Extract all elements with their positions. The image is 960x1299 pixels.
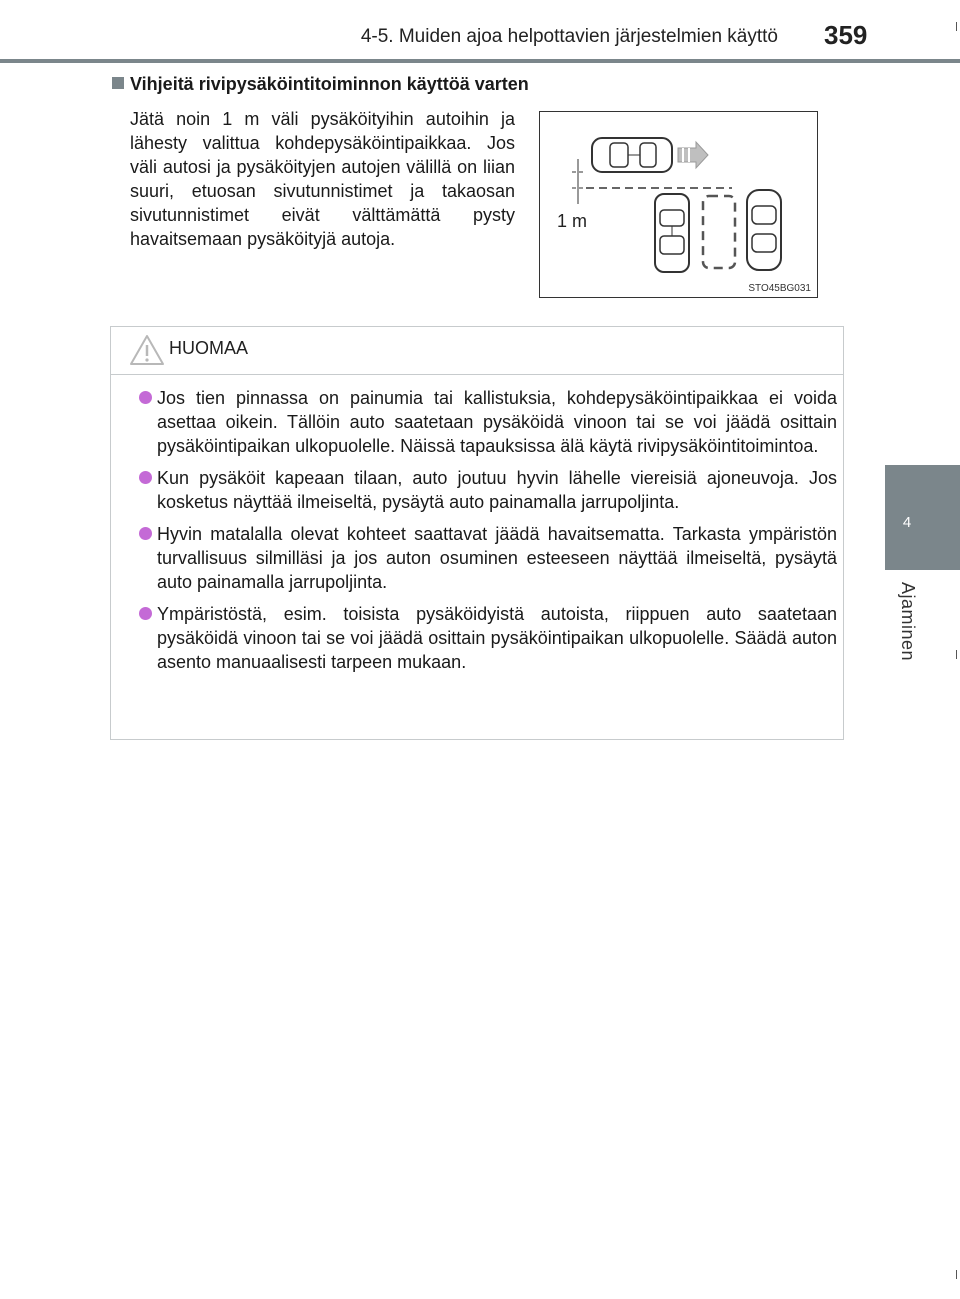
crop-mark: [956, 22, 957, 31]
bullet-icon: [139, 607, 152, 620]
notice-list: [139, 386, 837, 682]
header-title: 4-5. Muiden ajoa helpottavien järjestelmien käyttö: [360, 26, 778, 47]
bullet-icon: [139, 471, 152, 484]
parking-diagram-svg: [540, 112, 819, 299]
notice-item: [139, 386, 837, 458]
parked-car-icon: [747, 190, 781, 270]
warning-triangle-icon: [129, 334, 165, 366]
notice-item: [139, 602, 837, 674]
own-car-icon: [592, 138, 672, 172]
notice-item: [139, 522, 837, 594]
notice-item: [139, 466, 837, 514]
header-rule: [0, 59, 960, 63]
crop-mark: [956, 650, 957, 659]
chapter-title: Ajaminen: [898, 582, 918, 662]
target-parking-space: [703, 196, 735, 268]
parked-car-icon: [655, 194, 689, 272]
bullet-icon: [139, 527, 152, 540]
notice-divider: [111, 374, 843, 375]
chapter-number: 4: [902, 514, 912, 531]
crop-mark: [956, 1270, 957, 1279]
distance-label: 1 m: [557, 211, 588, 231]
section-body: Jätä noin 1 m väli pysäköityihin autoihin ja lähesty valittua kohdepysäköintipaikkaa. Jos väli autosi ja pysäköityjen autojen välillä on liian suuri, etuosan sivutunnistimet ja takaosan sivutunnistimet eivät välttämättä pysty havaitsemaan pysäköityjä autoja.: [130, 109, 515, 249]
heading-square-icon: [112, 77, 124, 89]
notice-item-text: Kun pysäköit kapeaan tilaan, auto joutuu hyvin lähelle viereisiä ajoneuvoja. Jos kosketus näyttää ilmeiseltä, pysäytä auto painamalla jarrupoljinta.: [157, 468, 837, 512]
notice-title: HUOMAA: [169, 338, 249, 358]
section-heading: [112, 74, 529, 95]
section-heading-text: Vihjeitä rivipysäköintitoiminnon käyttöä varten: [130, 74, 529, 94]
notice-item-text: Hyvin matalalla olevat kohteet saattavat jäädä havaitsematta. Tarkasta ympäristön turvallisuus silmilläsi ja jos auton osuminen esteeseen näyttää ilmeiseltä, pysäytä auto painamalla jarrupoljinta.: [157, 524, 837, 592]
parking-illustration: [539, 111, 818, 298]
figure-code: STO45BG031: [748, 283, 811, 294]
direction-arrow-icon: [678, 142, 708, 168]
bullet-icon: [139, 391, 152, 404]
page-number: 359: [824, 20, 868, 50]
notice-item-text: Jos tien pinnassa on painumia tai kallistuksia, kohdepysäköintipaikkaa ei voida asettaa oikein. Tällöin auto saatetaan pysäköidä vinoon tai se voi jäädä osittain pysäköintipaikan ulkopuolelle. Näissä tapauksissa älä käytä rivipysäköintitoimintoa.: [157, 388, 837, 456]
notice-box: [110, 326, 844, 740]
notice-item-text: Ympäristöstä, esim. toisista pysäköidyistä autoista, riippuen auto saatetaan pysäköidä vinoon tai se voi jäädä osittain pysäköintipaikan ulkopuolelle. Säädä auton asento manuaalisesti tarpeen mukaan.: [157, 604, 837, 672]
